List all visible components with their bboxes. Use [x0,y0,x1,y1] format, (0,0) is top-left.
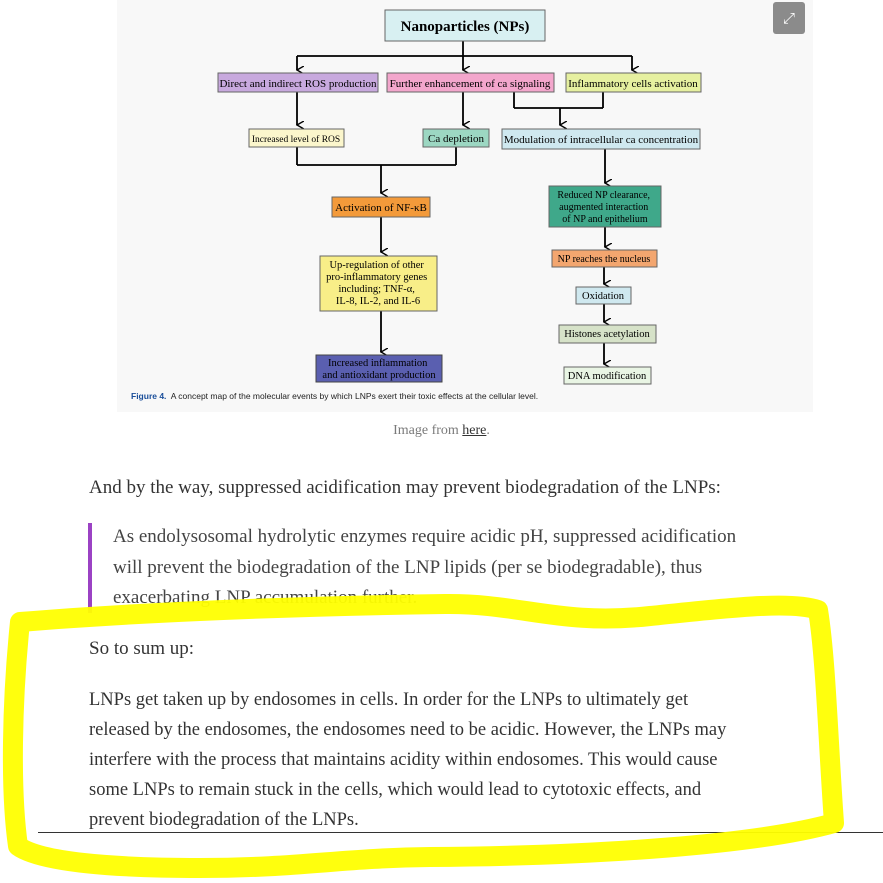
sum-up-heading: So to sum up: [89,638,195,659]
expand-button[interactable] [773,2,805,34]
summary-paragraph [89,685,819,835]
node-oxidation [576,287,631,304]
node-ca-signaling [387,73,554,92]
node-label-line: and antioxidant production [322,370,436,381]
node-inflammatory-cells [566,73,701,92]
concept-map [0,0,883,412]
image-credit [0,423,883,439]
quote-line: As endolysosomal hydrolytic enzymes require acidic pH, suppressed acidification [113,526,737,547]
horizontal-rule [38,832,883,833]
node-upregulation [320,256,437,311]
node-label-line: Reduced NP clearance, [557,190,651,201]
node-label: Oxidation [582,291,624,302]
summary-line: LNPs get taken up by endosomes in cells. In order for the LNPs to ultimately get [89,690,689,710]
node-ros-production [218,73,378,92]
node-label: Direct and indirect ROS production [219,78,377,90]
node-label-line: augmented interaction [559,202,649,213]
node-label: Ca depletion [428,133,484,145]
svg-text:Increased inflammation a [322,358,436,381]
quote-line: exacerbating LNP accumulation further. [113,587,418,608]
node-nfkb [332,197,430,217]
node-label-line: Increased inflammation [327,358,428,369]
credit-prefix: Image from [393,423,463,438]
caption-text: A concept map of the molecular events by which LNPs exert their toxic effects at the cellular level. [170,391,539,401]
summary-line: released by the endosomes, the endosomes need to be acidic. However, the LNPs may [89,720,727,740]
node-label-line: of NP and epithelium [562,214,648,225]
blockquote [113,522,813,614]
node-label: Further enhancement of ca signaling [389,78,551,90]
node-label: Activation of NF-κB [335,202,427,214]
expand-icon: ⤢ [782,9,795,27]
node-increased-inflammation [316,355,442,382]
node-label: Modulation of intracellular ca concentration [503,134,699,146]
svg-text:Reduced NP clearance, au [557,190,652,225]
summary-line: some LNPs to remain stuck in the cells, which would lead to cytotoxic effects, and [89,780,702,800]
node-label: Inflammatory cells activation [568,78,698,90]
svg-text:Up-regulation of other p [326,260,430,307]
node-ca-depletion [423,129,489,147]
node-label: DNA modification [567,371,647,382]
node-label: NP reaches the nucleus [557,254,651,265]
node-label: Increased level of ROS [251,135,341,145]
blockquote-bar [88,523,92,613]
node-nucleus [552,250,657,267]
caption-label: Figure 4. [131,391,167,401]
summary-line: prevent biodegradation of the LNPs. [89,810,359,830]
node-ros-level [249,129,344,147]
credit-link[interactable]: here [462,423,487,438]
quote-line: will prevent the biodegradation of the LNP lipids (per se biodegradable), thus [113,556,703,578]
figure-caption [131,391,538,401]
node-label-line: including; TNF-α, [338,284,415,295]
node-histones [559,325,656,343]
node-label-line: IL-8, IL-2, and IL-6 [335,296,421,307]
node-nanoparticles [385,10,545,41]
credit-suffix: . [486,423,490,438]
node-label: Nanoparticles (NPs) [400,19,530,35]
node-label: Histones acetylation [564,329,650,340]
node-label-line: pro-inflammatory genes [326,272,428,283]
intro-paragraph: And by the way, suppressed acidification may prevent biodegradation of the LNPs: [89,477,721,498]
node-modulation [502,129,700,149]
node-dna [564,367,651,384]
node-reduced-clearance [549,186,661,227]
node-label-line: Up-regulation of other [329,260,424,271]
summary-line: interfere with the process that maintains acidity within endosomes. This would cause [89,750,718,770]
